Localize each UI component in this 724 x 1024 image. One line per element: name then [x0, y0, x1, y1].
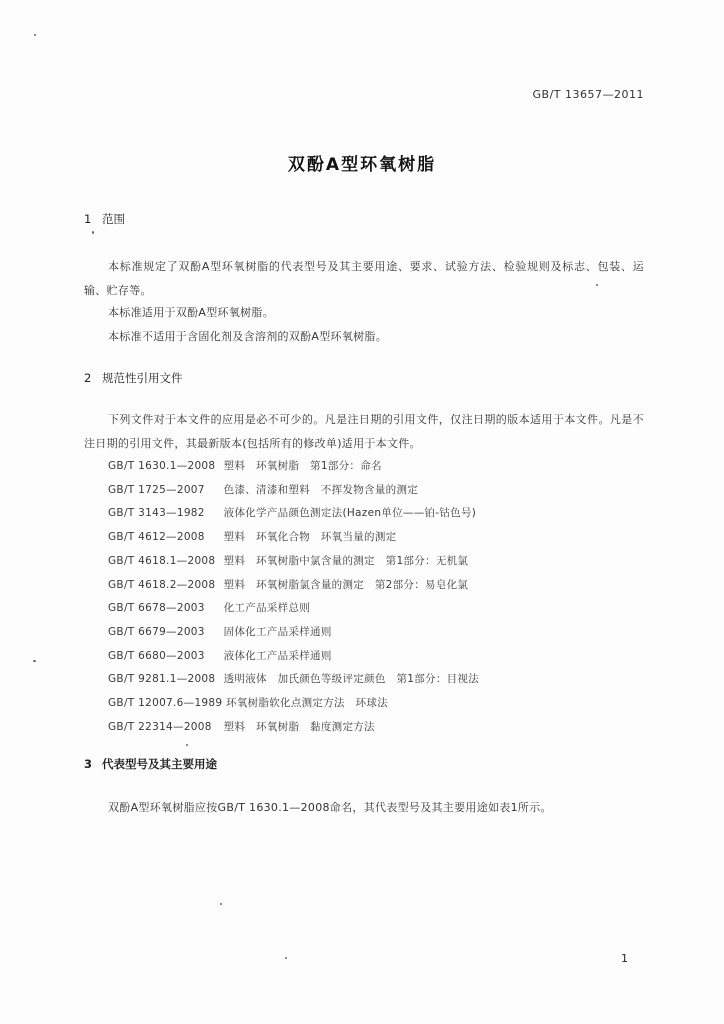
scope-paragraph-2: 本标准适用于双酚A型环氧树脂。	[108, 306, 275, 319]
section-number: 3	[84, 757, 93, 771]
reference-title: 塑料 环氧树脂氯含量的测定 第2部分：易皂化氯	[223, 578, 469, 591]
document-title: 双酚A型环氧树脂	[287, 155, 437, 175]
section-title: 规范性引用文件	[102, 371, 183, 385]
reference-item	[108, 574, 479, 598]
standard-code: GB/T 13657—2011	[532, 88, 644, 101]
reference-item	[108, 621, 479, 645]
reference-code: GB/T 6680—2003	[108, 649, 205, 662]
reference-title: 塑料 环氧树脂 黏度测定方法	[223, 720, 375, 733]
normative-references-list	[108, 455, 479, 739]
reference-code: GB/T 22314—2008	[108, 720, 212, 733]
reference-code: GB/T 1725—2007	[108, 483, 205, 496]
scan-speck	[92, 231, 94, 234]
scan-speck	[34, 34, 36, 36]
reference-item	[108, 526, 479, 550]
models-paragraph: 双酚A型环氧树脂应按GB/T 1630.1—2008命名，其代表型号及其主要用途如表1所示。	[108, 801, 552, 814]
reference-code: GB/T 12007.6—1989	[108, 697, 223, 710]
references-intro-paragraph: 下列文件对于本文件的应用是必不可少的。凡是注日期的引用文件，仅注日期的版本适用于本文件。凡是不注日期的引用文件，其最新版本(包括所有的修改单)适用于本文件。	[84, 413, 644, 450]
reference-title: 液体化学产品颜色测定法(Hazen单位——铂-钴色号)	[223, 507, 477, 520]
reference-item	[108, 455, 479, 479]
reference-title: 环氧树脂软化点测定方法 环球法	[226, 697, 389, 710]
reference-title: 透明液体 加氏颜色等级评定颜色 第1部分：目视法	[223, 673, 480, 686]
reference-item	[108, 645, 479, 669]
section-number: 1	[84, 212, 92, 226]
reference-code: GB/T 4612—2008	[108, 531, 205, 544]
reference-title: 液体化工产品采样通则	[223, 649, 332, 662]
reference-code: GB/T 9281.1—2008	[108, 673, 216, 686]
reference-item	[108, 550, 479, 574]
section-title: 代表型号及其主要用途	[102, 757, 217, 771]
reference-code: GB/T 6679—2003	[108, 625, 205, 638]
reference-item	[108, 716, 479, 740]
reference-code: GB/T 6678—2003	[108, 602, 205, 615]
scan-speck	[596, 284, 598, 286]
section-2-heading	[84, 370, 183, 386]
reference-title: 固体化工产品采样通则	[223, 625, 332, 638]
scope-paragraph-1: 本标准规定了双酚A型环氧树脂的代表型号及其主要用途、要求、试验方法、检验规则及标志、包装、运输、贮存等。	[84, 260, 644, 297]
reference-code: GB/T 3143—1982	[108, 507, 205, 520]
section-1-heading	[84, 211, 125, 227]
scan-speck	[186, 744, 188, 746]
reference-item	[108, 502, 479, 526]
reference-title: 塑料 环氧树脂中氯含量的测定 第1部分：无机氯	[223, 554, 469, 567]
reference-item	[108, 597, 479, 621]
reference-code: GB/T 4618.1—2008	[108, 554, 216, 567]
section-number: 2	[84, 371, 92, 385]
scan-speck	[33, 660, 36, 662]
reference-title: 色漆、清漆和塑料 不挥发物含量的测定	[223, 483, 419, 496]
section-3-heading	[84, 756, 217, 772]
scan-speck	[285, 957, 287, 959]
section-title: 范围	[102, 212, 125, 226]
reference-title: 塑料 环氧树脂 第1部分：命名	[223, 460, 382, 472]
scan-speck	[220, 903, 222, 905]
reference-title: 化工产品采样总则	[223, 602, 311, 615]
reference-item	[108, 692, 479, 716]
reference-title: 塑料 环氧化合物 环氧当量的测定	[223, 531, 397, 544]
reference-item	[108, 668, 479, 692]
reference-code: GB/T 4618.2—2008	[108, 578, 216, 591]
reference-code: GB/T 1630.1—2008	[108, 460, 216, 472]
scope-paragraph-3: 本标准不适用于含固化剂及含溶剂的双酚A型环氧树脂。	[108, 330, 388, 343]
page-number: 1	[621, 952, 628, 965]
reference-item	[108, 479, 479, 503]
